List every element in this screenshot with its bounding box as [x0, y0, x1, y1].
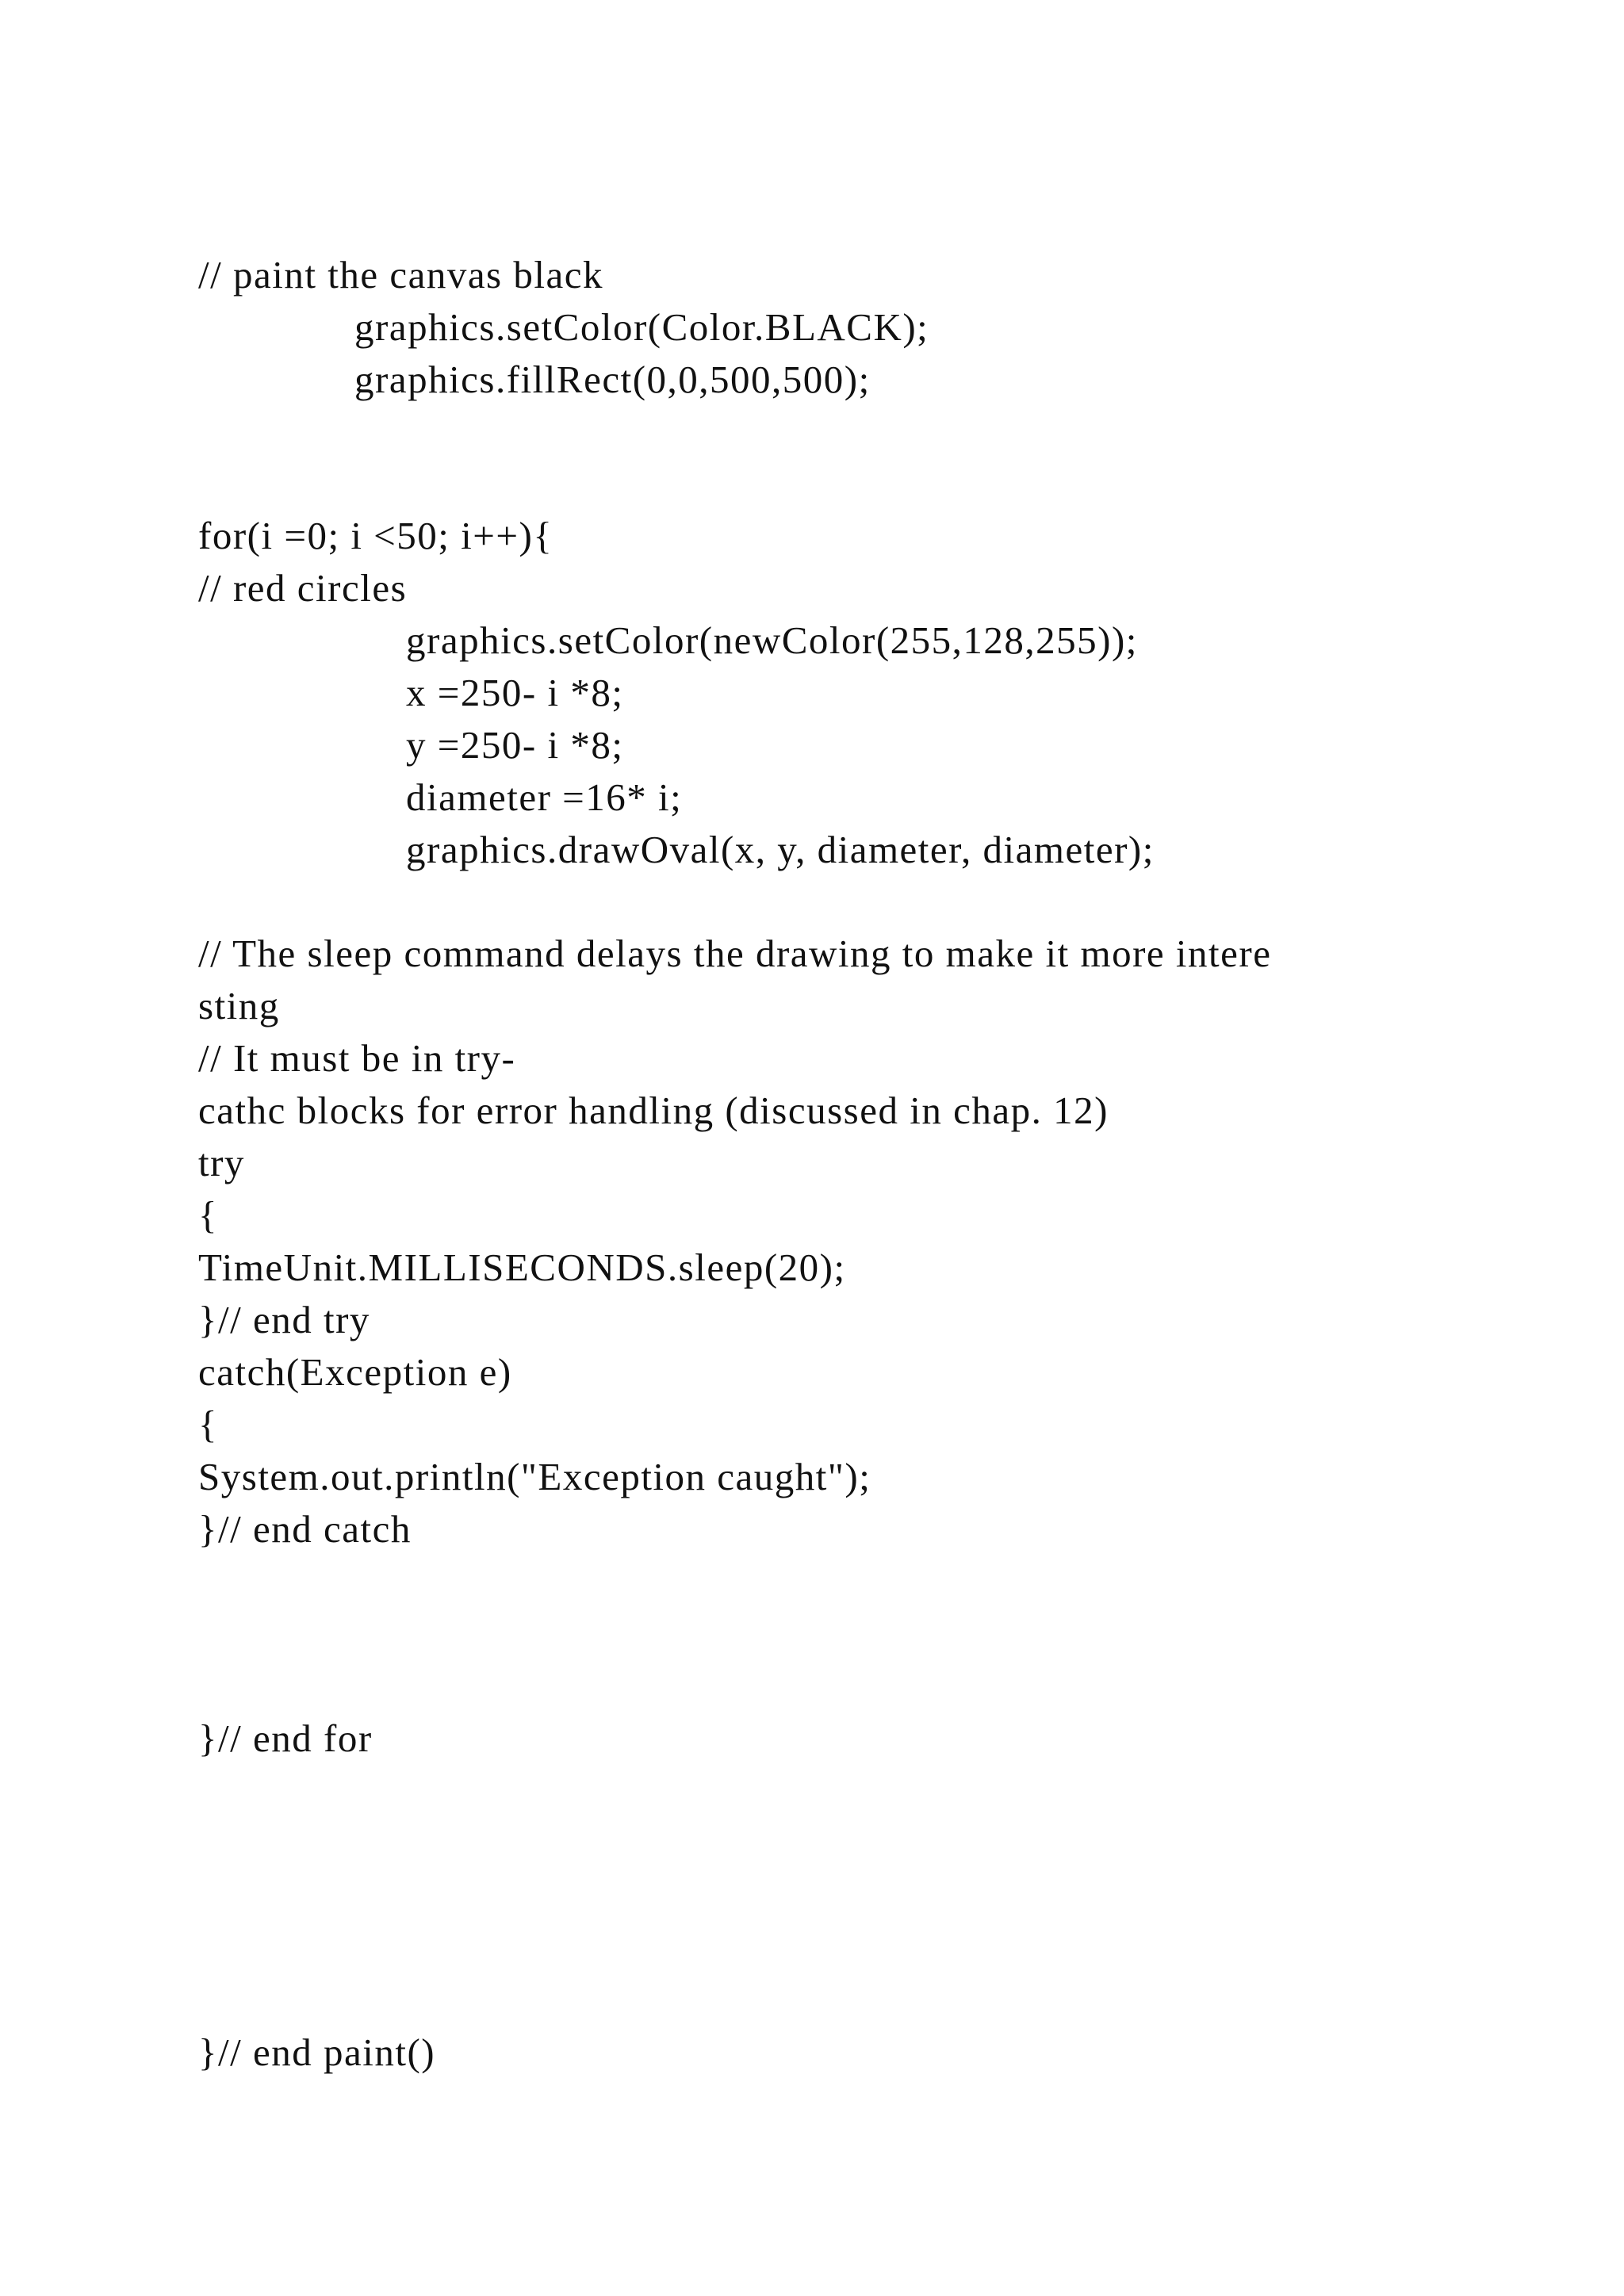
code-line-end-catch: }// end catch — [198, 1507, 412, 1551]
code-line-catch: catch(Exception e) — [198, 1350, 512, 1394]
code-line-x-assign: x =250- i *8; — [406, 671, 624, 714]
code-line-try: try — [198, 1141, 245, 1184]
code-line-comment-try-1: // It must be in try- — [198, 1036, 516, 1080]
code-line-open-brace-catch: { — [198, 1402, 219, 1446]
code-line-diameter-assign: diameter =16* i; — [406, 775, 683, 819]
code-line-comment-try-2: cathc blocks for error handling (discussed in chap. 12) — [198, 1089, 1109, 1132]
code-line-open-brace-try: { — [198, 1193, 219, 1237]
code-line-comment-paint: // paint the canvas black — [198, 253, 603, 297]
code-line-for-loop: for(i =0; i <50; i++){ — [198, 514, 553, 557]
code-line-draw-oval: graphics.drawOval(x, y, diameter, diameter); — [406, 828, 1155, 871]
code-line-end-paint: }// end paint() — [198, 2030, 436, 2074]
code-line-comment-sleep-1: // The sleep command delays the drawing to make it more intere — [198, 932, 1272, 975]
code-line-println: System.out.println("Exception caught"); — [198, 1455, 871, 1498]
code-line-end-try: }// end try — [198, 1298, 370, 1341]
code-line-comment-red-circles: // red circles — [198, 566, 408, 610]
code-line-sleep-call: TimeUnit.MILLISECONDS.sleep(20); — [198, 1246, 846, 1289]
code-line-end-for: }// end for — [198, 1716, 373, 1760]
code-line-y-assign: y =250- i *8; — [406, 723, 624, 767]
code-line-set-color-black: graphics.setColor(Color.BLACK); — [354, 305, 929, 349]
code-line-fill-rect: graphics.fillRect(0,0,500,500); — [354, 358, 871, 401]
code-line-set-color-new: graphics.setColor(newColor(255,128,255)); — [406, 618, 1138, 662]
code-line-comment-sleep-2: sting — [198, 984, 280, 1027]
